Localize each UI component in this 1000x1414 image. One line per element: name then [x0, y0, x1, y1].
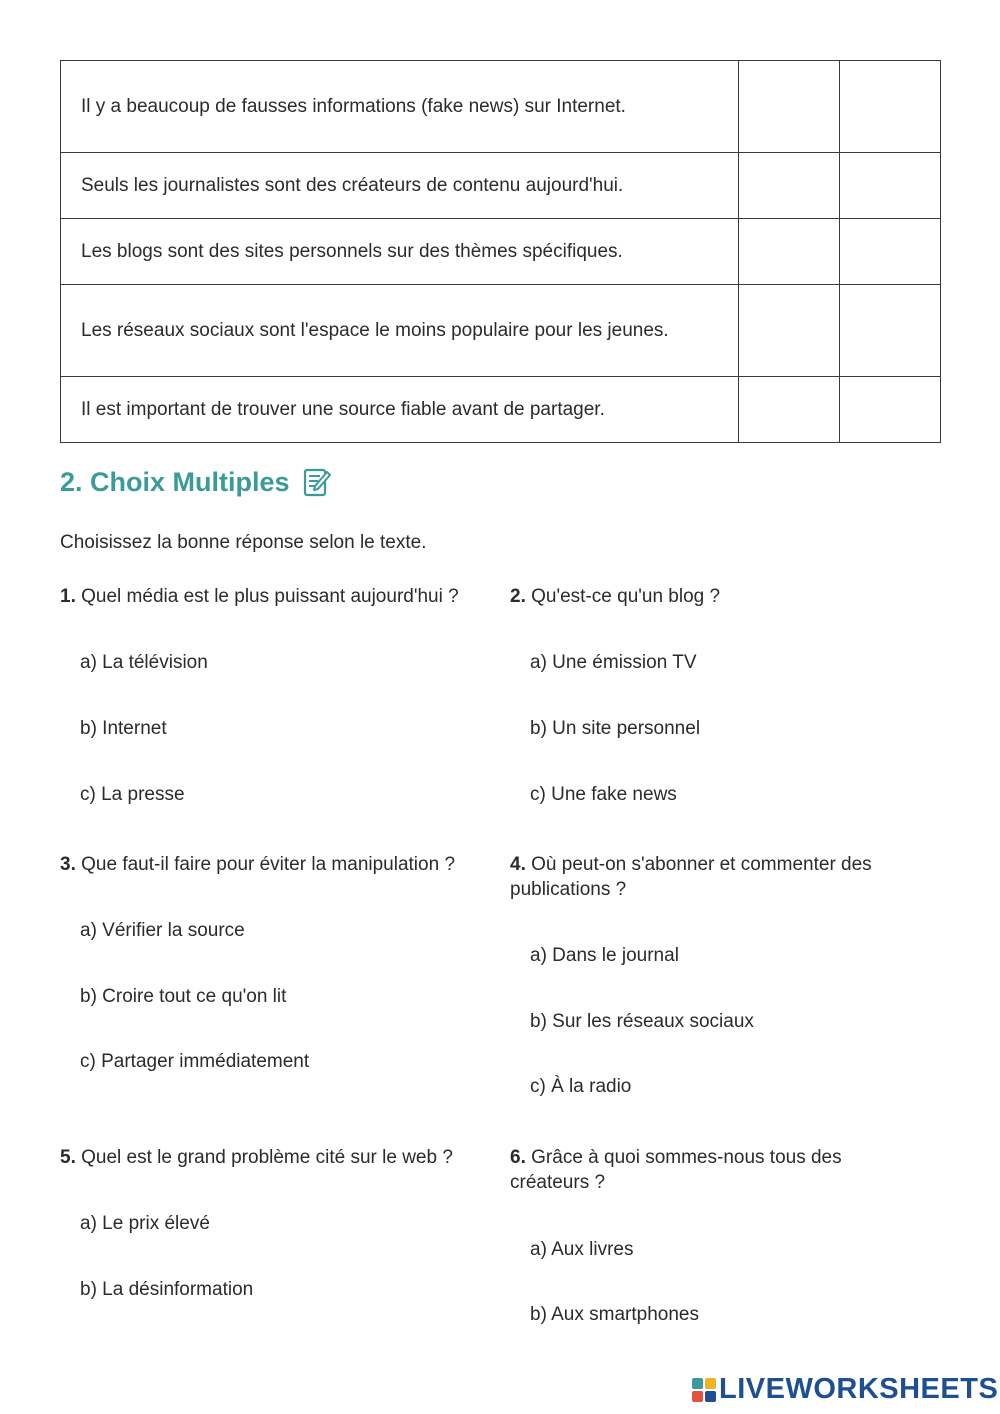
false-answer-box[interactable] [839, 219, 940, 285]
false-answer-box[interactable] [839, 61, 940, 153]
question-number: 1. [60, 586, 76, 607]
section-title-text: 2. Choix Multiples [60, 466, 290, 497]
statement-cell: Les réseaux sociaux sont l'espace le moins populaire pour les jeunes. [61, 285, 739, 377]
option-6b[interactable]: b) Aux smartphones [530, 1304, 699, 1325]
question-5 [60, 1145, 500, 1170]
option-3c[interactable]: c) Partager immédiatement [80, 1051, 310, 1072]
true-false-table [60, 60, 941, 443]
question-3 [60, 852, 500, 877]
option-1b[interactable]: b) Internet [80, 718, 167, 739]
statement-cell: Il est important de trouver une source fiable avant de partager. [61, 377, 739, 443]
table-row [61, 219, 941, 285]
option-5a[interactable]: a) Le prix élevé [80, 1213, 210, 1234]
false-answer-box[interactable] [839, 285, 940, 377]
true-answer-box[interactable] [738, 219, 839, 285]
question-text: Quel est le grand problème cité sur le web ? [81, 1147, 453, 1168]
option-1a[interactable]: a) La télévision [80, 652, 208, 673]
statement-cell: Les blogs sont des sites personnels sur des thèmes spécifiques. [61, 219, 739, 285]
instruction-text: Choisissez la bonne réponse selon le texte. [60, 532, 427, 553]
table-row [61, 153, 941, 219]
question-text: Où peut-on s'abonner et commenter des publications ? [510, 854, 872, 900]
true-answer-box[interactable] [738, 153, 839, 219]
option-5b[interactable]: b) La désinformation [80, 1279, 254, 1300]
logo-blocks-icon [692, 1378, 716, 1402]
section-title [60, 466, 332, 498]
true-answer-box[interactable] [738, 61, 839, 153]
question-4 [510, 852, 920, 902]
question-number: 6. [510, 1147, 526, 1168]
option-4c[interactable]: c) À la radio [530, 1076, 632, 1097]
question-number: 3. [60, 854, 76, 875]
option-2c[interactable]: c) Une fake news [530, 784, 677, 805]
option-4b[interactable]: b) Sur les réseaux sociaux [530, 1011, 754, 1032]
question-2 [510, 584, 920, 609]
question-6 [510, 1145, 920, 1195]
option-1c[interactable]: c) La presse [80, 784, 185, 805]
false-answer-box[interactable] [839, 153, 940, 219]
question-number: 4. [510, 854, 526, 875]
option-3a[interactable]: a) Vérifier la source [80, 920, 245, 941]
option-3b[interactable]: b) Croire tout ce qu'on lit [80, 986, 287, 1007]
table-row [61, 285, 941, 377]
question-text: Que faut-il faire pour éviter la manipulation ? [81, 854, 456, 875]
question-text: Quel média est le plus puissant aujourd'hui ? [81, 586, 459, 607]
option-2b[interactable]: b) Un site personnel [530, 718, 701, 739]
statement-cell: Seuls les journalistes sont des créateurs de contenu aujourd'hui. [61, 153, 739, 219]
liveworksheets-logo [692, 1373, 998, 1406]
question-number: 2. [510, 586, 526, 607]
table-row [61, 377, 941, 443]
question-1 [60, 584, 490, 609]
statement-cell: Il y a beaucoup de fausses informations (fake news) sur Internet. [61, 61, 739, 153]
true-answer-box[interactable] [738, 285, 839, 377]
option-2a[interactable]: a) Une émission TV [530, 652, 697, 673]
true-answer-box[interactable] [738, 377, 839, 443]
memo-icon [300, 466, 332, 498]
option-6a[interactable]: a) Aux livres [530, 1239, 634, 1260]
table-row [61, 61, 941, 153]
question-number: 5. [60, 1147, 76, 1168]
question-text: Qu'est-ce qu'un blog ? [531, 586, 721, 607]
logo-text: LIVEWORKSHEETS [719, 1373, 999, 1405]
question-text: Grâce à quoi sommes-nous tous des créateurs ? [510, 1147, 842, 1193]
false-answer-box[interactable] [839, 377, 940, 443]
option-4a[interactable]: a) Dans le journal [530, 945, 679, 966]
